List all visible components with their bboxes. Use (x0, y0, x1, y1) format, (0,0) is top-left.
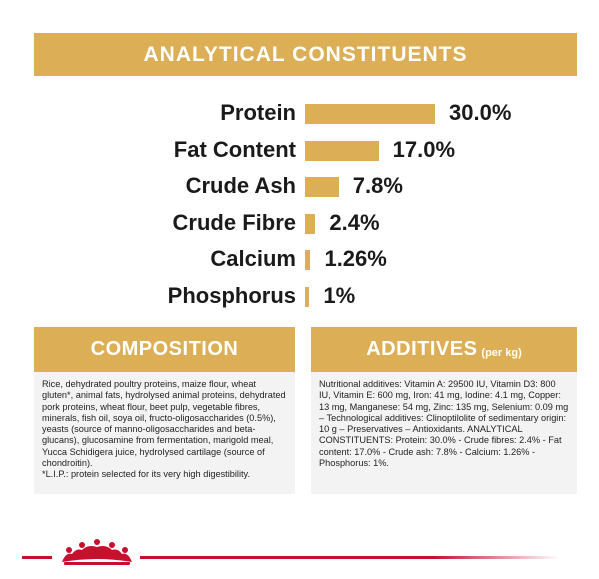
analytical-constituents-banner (34, 33, 577, 76)
additives-subtitle: (per kg) (481, 346, 522, 359)
constituent-row (0, 96, 599, 132)
constituent-value: 17.0% (392, 136, 456, 162)
constituent-label: Crude Ash (185, 173, 296, 198)
composition-note: *L.I.P.: protein selected for its very high digestibility. (42, 469, 251, 480)
constituent-row (0, 169, 599, 205)
composition-text: Rice, dehydrated poultry proteins, maize flour, wheat gluten*, animal fats, hydrolysed animal proteins, dehydrated pork proteins, wheat flour, beet pulp, vegetable fibres, minerals, fish oil, soya oil, fructo-oligosaccharides (0.5%), yeasts (source of manno-oligosaccharides and beta-glucans), glucosamine from fermentation, marigold meal, Yucca Schidigera juice, hydrolysed cartilage (source of chondroitin). (42, 379, 286, 469)
constituent-row (0, 206, 599, 242)
constituent-label: Calcium (210, 246, 296, 271)
constituent-label: Fat Content (173, 136, 296, 162)
constituents-chart (0, 96, 599, 316)
constituent-row (0, 242, 599, 278)
constituent-bar (305, 214, 315, 234)
constituent-label: Crude Fibre (172, 209, 296, 235)
constituent-label: Protein (220, 100, 296, 125)
constituent-value: 7.8% (352, 173, 403, 198)
banner-title: ANALYTICAL CONSTITUENTS (143, 42, 468, 66)
additives-title: ADDITIVES (366, 338, 478, 360)
additives-header (311, 327, 577, 372)
constituent-row (0, 279, 599, 315)
constituent-value: 30.0% (449, 100, 512, 125)
constituent-row (0, 133, 599, 169)
constituent-bar (305, 177, 339, 197)
additives-text: Nutritional additives: Vitamin A: 29500 IU, Vitamin D3: 800 IU, Vitamin E: 600 mg, Iron: 41 mg, Iodine: 4.1 mg, Copper: 13 mg, Manganese: 54 mg, Zinc: 135 mg, Selenium: 0.09 mg – Technological additives: Clinoptilolite of sedimentary origin: 10 g – Preservatives – Antioxidants. ANALYTICAL CONSTITUENTS: Protein: 30.0% - Crude fibres: 2.4% - Fat content: 17.0% - Crude ash: 7.8% - Calcium: 1.26% - Phosphorus: 1%. (319, 379, 569, 469)
footer-line-right (140, 556, 560, 559)
constituent-bar (305, 104, 435, 124)
constituent-bar (305, 287, 309, 307)
constituent-value: 1% (323, 282, 356, 308)
composition-box (34, 372, 295, 494)
composition-header (34, 327, 295, 372)
constituent-label: Phosphorus (167, 282, 296, 308)
footer-line-left (22, 556, 52, 559)
crown-logo-icon (58, 538, 136, 568)
constituent-bar (305, 141, 379, 161)
constituent-value: 2.4% (329, 209, 380, 235)
additives-box (311, 372, 577, 494)
composition-title: COMPOSITION (90, 338, 239, 360)
constituent-bar (305, 250, 310, 270)
constituent-value: 1.26% (324, 246, 387, 271)
